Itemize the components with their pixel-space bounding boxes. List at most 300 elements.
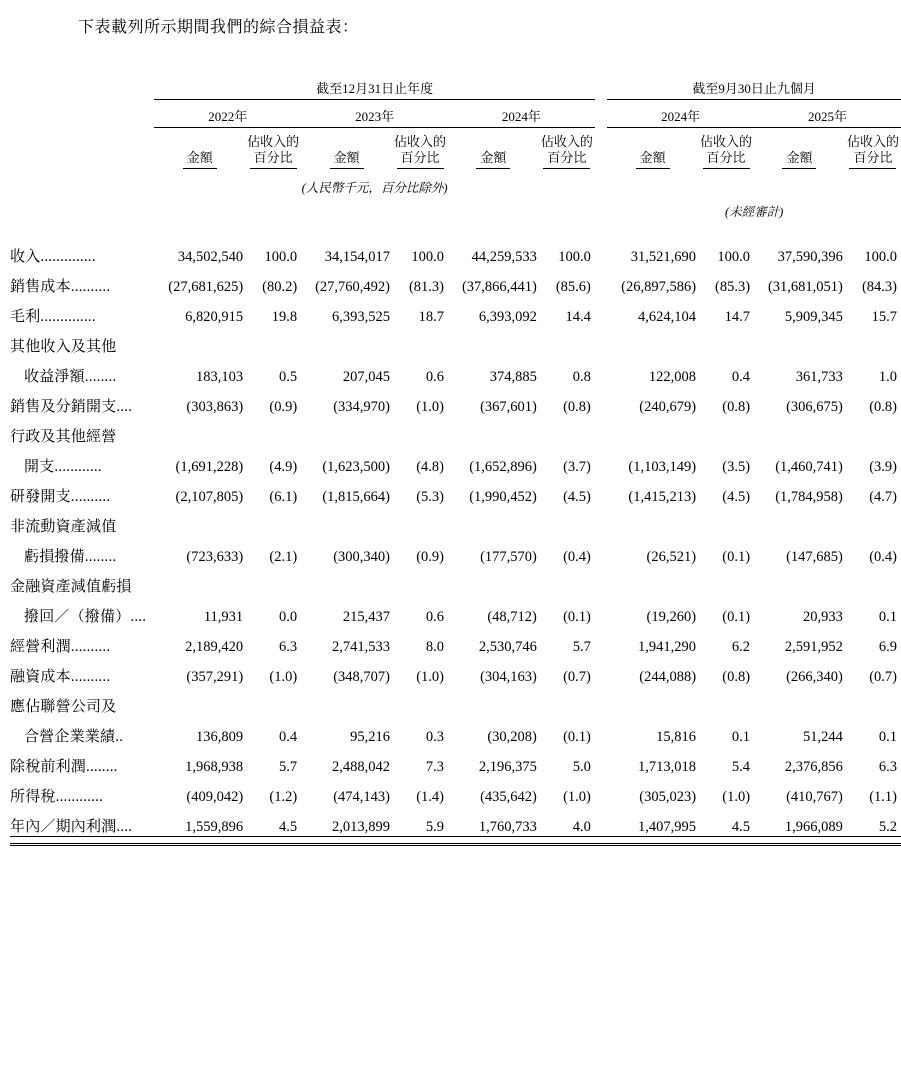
cell-amount: (27,681,625) [168,278,244,295]
cell-percent [539,416,595,446]
cell-amount: 31,521,690 [630,248,697,265]
column-header-percent-l1: 佔收入的 [700,134,753,149]
bottom-rule-cell [392,836,448,844]
column-gap [595,746,607,776]
cell-amount: 215,437 [342,608,391,625]
cell-percent [392,416,448,446]
cell-percent: 5.2 [845,806,901,837]
table-row [10,596,901,626]
cell-percent: 7.3 [425,758,445,775]
cell-amount: 1,559,896 [154,806,245,837]
table-row [10,566,901,596]
cell-percent: (0.1) [722,608,751,625]
cell-percent [539,506,595,536]
cell-amount: 37,590,396 [777,248,843,265]
bottom-rule-cell [154,836,245,844]
unaudited-gap [595,196,607,220]
bottom-rule-cell [448,836,539,844]
cell-amount [754,686,845,716]
cell-percent: (1.0) [722,788,751,805]
cell-percent: (85.3) [715,278,751,295]
cell-amount: (300,340) [333,548,391,565]
row-label: 銷售成本.......... [10,278,111,295]
cell-amount: 183,103 [196,368,244,385]
cell-amount: 11,931 [203,608,244,625]
column-header-percent-l1: 佔收入的 [394,134,447,149]
column-gap [595,326,607,356]
table-row [10,656,901,686]
row-label: 非流動資產減值 [10,518,117,535]
cell-amount: (474,143) [333,788,391,805]
column-header-percent-l1: 佔收入的 [247,134,300,149]
unit-note-gap [595,172,607,196]
table-row [10,626,901,656]
column-header-percent-l2: 百分比 [703,150,750,168]
cell-amount: 6,393,092 [478,308,537,325]
income-statement-table [10,78,901,846]
column-gap [595,536,607,566]
cell-percent: (0.1) [722,548,751,565]
cell-amount: (306,675) [786,398,843,415]
cell-amount: 2,591,952 [784,638,843,655]
cell-percent [845,506,901,536]
cell-amount: (266,340) [786,668,843,685]
row-label: 銷售及分銷開支.... [10,398,133,415]
cell-percent [698,506,754,536]
year-header-blank [10,106,154,128]
cell-percent [698,416,754,446]
column-header-percent [698,134,754,172]
cell-amount: (723,633) [186,548,244,565]
row-label: 合營企業業績.. [24,728,124,745]
cell-amount: (30,208) [487,728,537,745]
row-label: 虧損撥備........ [24,548,117,565]
cell-percent [392,506,448,536]
group-header-gap [595,78,607,100]
column-gap [595,716,607,746]
cell-amount: 15,816 [656,728,697,745]
cell-percent [392,686,448,716]
unaudited-note: (未經審計) [724,204,784,219]
column-header-amount [154,134,245,172]
cell-amount: (27,760,492) [315,278,391,295]
cell-percent: (1.0) [269,668,298,685]
cell-percent: (84.3) [861,278,897,295]
cell-amount [154,326,245,356]
cell-amount: 2,488,042 [332,758,391,775]
table-row [10,296,901,326]
cell-percent: 0.8 [572,368,591,385]
cell-percent: (1.0) [563,788,591,805]
unaudited-blank [10,196,154,220]
cell-percent: 19.8 [271,308,298,325]
column-header-percent [245,134,301,172]
cell-percent [245,416,301,446]
intro-paragraph: 下表載列所示期間我們的綜合損益表： [78,19,359,36]
bottom-rule-cell [698,836,754,844]
unaudited-note-row [10,196,901,220]
bottom-rule-blank [10,836,154,844]
row-label: 收益淨額........ [24,368,117,385]
cell-amount: 1,760,733 [448,806,539,837]
cell-percent: 100.0 [264,248,298,265]
cell-amount: (240,679) [639,398,697,415]
unit-note-row [10,172,901,196]
cell-percent: 100.0 [558,248,591,265]
cell-percent [698,566,754,596]
cell-amount [301,326,392,356]
cell-percent: (4.5) [563,488,591,505]
column-gap [595,506,607,536]
column-header-gap [595,134,607,172]
cell-amount: (19,260) [646,608,697,625]
cell-percent [539,686,595,716]
column-gap [595,776,607,806]
column-header-amount-text: 金額 [782,150,816,168]
cell-amount: (1,652,896) [469,458,537,475]
cell-percent: 100.0 [717,248,751,265]
cell-amount: 44,259,533 [471,248,537,265]
table-bottom-rule [10,836,901,844]
cell-percent: (0.4) [563,548,591,565]
cell-percent: (0.8) [563,398,591,415]
cell-amount: 34,154,017 [324,248,391,265]
row-label: 研發開支.......... [10,488,111,505]
cell-percent [539,566,595,596]
cell-amount: (1,460,741) [775,458,843,475]
cell-amount: 4,624,104 [638,308,697,325]
cell-percent: (0.8) [722,668,751,685]
column-gap [595,296,607,326]
cell-amount [448,686,539,716]
cell-amount: 1,968,938 [185,758,244,775]
row-label: 開支............ [24,458,102,475]
cell-amount: (37,866,441) [461,278,537,295]
cell-amount: (26,521) [646,548,697,565]
cell-amount [607,686,698,716]
table-row [10,746,901,776]
cell-amount: 20,933 [803,608,843,625]
cell-percent [392,326,448,356]
cell-amount [607,416,698,446]
cell-percent [845,686,901,716]
table-row [10,686,901,716]
cell-amount: 1,966,089 [754,806,845,837]
cell-percent: (0.7) [563,668,591,685]
cell-percent: 0.6 [425,368,445,385]
cell-amount [448,566,539,596]
group-header-blank [10,78,154,100]
cell-amount: 1,407,995 [607,806,698,837]
cell-percent: 0.0 [279,608,298,625]
cell-percent: (85.6) [555,278,591,295]
table-row [10,416,901,446]
cell-percent: 5.0 [572,758,591,775]
column-header-amount-text: 金額 [330,150,364,168]
cell-amount: 2,376,856 [784,758,843,775]
cell-amount [154,686,245,716]
cell-amount [607,506,698,536]
column-header-percent-l1: 佔收入的 [540,134,593,149]
cell-amount: (409,042) [186,788,244,805]
cell-amount [301,506,392,536]
cell-percent [245,686,301,716]
year-header-gap [595,106,607,128]
cell-percent: 15.7 [871,308,897,325]
cell-amount: 95,216 [350,728,391,745]
column-gap [595,596,607,626]
table-row [10,356,901,386]
bottom-rule-cell [845,836,901,844]
unaudited-blank-left [154,196,595,220]
group-header-annual: 截至12月31日止年度 [154,78,595,100]
cell-amount [301,566,392,596]
cell-amount [154,566,245,596]
column-gap [595,626,607,656]
column-gap [595,386,607,416]
row-label: 毛利.............. [10,308,96,325]
cell-amount: 2,196,375 [478,758,537,775]
cell-amount: (435,642) [480,788,537,805]
cell-percent [845,326,901,356]
bottom-rule-cell [754,836,845,844]
cell-percent: (3.5) [722,458,751,475]
cell-amount: (1,415,213) [628,488,697,505]
year-header-2024-annual: 2024年 [448,106,595,128]
cell-amount [607,566,698,596]
cell-percent: (5.3) [416,488,445,505]
cell-percent: (4.7) [869,488,897,505]
row-label: 經營利潤.......... [10,638,111,655]
cell-percent: 0.4 [731,368,751,385]
cell-amount: (367,601) [480,398,537,415]
cell-percent [698,686,754,716]
column-header-percent-l1: 佔收入的 [846,134,899,149]
column-gap [595,806,607,837]
cell-percent [392,566,448,596]
cell-percent: 5.4 [731,758,751,775]
table-row [10,446,901,476]
cell-percent [245,566,301,596]
cell-amount: (305,023) [639,788,697,805]
cell-amount [754,566,845,596]
column-header-percent-l2: 百分比 [397,150,444,168]
cell-percent [245,326,301,356]
cell-amount: 361,733 [795,368,843,385]
bottom-rule-cell [595,836,607,844]
cell-percent: (3.9) [869,458,897,475]
cell-amount: (1,815,664) [322,488,391,505]
cell-percent: 8.0 [425,638,445,655]
cell-percent: (1.4) [416,788,445,805]
cell-amount: 122,008 [648,368,697,385]
cell-percent: (1.0) [416,398,445,415]
column-header-percent-l2: 百分比 [849,150,896,168]
cell-amount [754,506,845,536]
cell-amount: (334,970) [333,398,391,415]
cell-amount [607,326,698,356]
cell-amount: 374,885 [489,368,537,385]
bottom-rule-cell [301,836,392,844]
cell-percent: 6.9 [878,638,897,655]
cell-amount [154,506,245,536]
cell-percent: 0.3 [425,728,445,745]
cell-amount [754,416,845,446]
cell-amount: (48,712) [487,608,537,625]
table-row [10,806,901,837]
cell-percent: 6.2 [731,638,751,655]
cell-amount: 34,502,540 [177,248,244,265]
column-header-amount-text: 金額 [476,150,510,168]
column-gap [595,236,607,266]
cell-amount: (1,623,500) [322,458,391,475]
cell-amount: 2,189,420 [185,638,244,655]
bottom-rule-cell [245,836,301,844]
row-label: 除稅前利潤........ [10,758,118,775]
column-header-percent-l2: 百分比 [250,150,297,168]
cell-amount: (1,691,228) [175,458,244,475]
cell-percent: 4.5 [698,806,754,837]
cell-amount: (147,685) [786,548,843,565]
column-header-percent [845,134,901,172]
cell-percent [845,416,901,446]
cell-amount: 2,741,533 [332,638,391,655]
group-header-row [10,78,901,100]
row-label: 其他收入及其他 [10,338,117,355]
table-row [10,716,901,746]
cell-amount: (303,863) [186,398,244,415]
cell-percent: 100.0 [864,248,897,265]
column-gap [595,566,607,596]
cell-amount: (1,103,149) [628,458,697,475]
row-label: 收入.............. [10,248,96,265]
cell-percent: (0.4) [869,548,897,565]
cell-amount [448,506,539,536]
cell-amount: (304,163) [480,668,537,685]
spacer-cell [10,220,901,236]
cell-amount: 6,393,525 [332,308,391,325]
row-label: 應佔聯營公司及 [10,698,117,715]
cell-amount [754,326,845,356]
cell-amount: 2,530,746 [478,638,537,655]
year-header-2023: 2023年 [301,106,448,128]
table-row [10,536,901,566]
cell-amount: (410,767) [786,788,843,805]
row-label: 金融資產減值虧損 [10,578,132,595]
table-row [10,386,901,416]
cell-percent: 4.5 [245,806,301,837]
cell-amount [448,416,539,446]
cell-amount: (31,681,051) [767,278,843,295]
cell-percent: 14.7 [724,308,751,325]
column-gap [595,416,607,446]
table-row [10,476,901,506]
cell-percent: 14.4 [565,308,591,325]
cell-percent: (1.1) [869,788,897,805]
cell-amount: 207,045 [342,368,391,385]
cell-percent: 0.1 [731,728,751,745]
table-row [10,236,901,266]
cell-percent: 0.1 [878,608,897,625]
cell-percent: (0.8) [722,398,751,415]
cell-amount: (244,088) [639,668,697,685]
cell-percent: 0.4 [279,728,298,745]
cell-amount: 1,713,018 [638,758,697,775]
column-gap [595,656,607,686]
column-header-amount-text: 金額 [636,150,670,168]
cell-percent: 0.5 [279,368,298,385]
unit-note-blank-right [607,172,901,196]
cell-amount [154,416,245,446]
cell-percent: (0.1) [563,728,591,745]
cell-amount: 6,820,915 [185,308,244,325]
cell-amount [301,686,392,716]
column-header-percent [392,134,448,172]
column-header-row [10,134,901,172]
cell-percent [698,326,754,356]
cell-percent: 100.0 [411,248,445,265]
table-row [10,266,901,296]
unit-note: (人民幣千元，百分比除外) [301,180,448,195]
cell-amount: (348,707) [333,668,391,685]
cell-percent: (4.9) [269,458,298,475]
row-label: 行政及其他經營 [10,428,117,445]
cell-percent: (0.8) [869,398,897,415]
cell-percent: (1.0) [416,668,445,685]
table-row [10,776,901,806]
cell-percent [539,326,595,356]
row-label: 融資成本.......... [10,668,111,685]
table-body [10,236,901,845]
cell-percent: 6.3 [279,638,298,655]
cell-percent: 4.0 [539,806,595,837]
cell-percent: (0.9) [269,398,298,415]
column-header-blank [10,134,154,172]
cell-percent [845,566,901,596]
cell-amount [448,326,539,356]
column-gap [595,446,607,476]
cell-amount: (357,291) [186,668,244,685]
cell-percent: 18.7 [418,308,445,325]
column-header-amount [754,134,845,172]
cell-amount: 5,909,345 [784,308,843,325]
cell-percent: (80.2) [262,278,298,295]
cell-amount: (1,784,958) [775,488,843,505]
cell-percent: 1.0 [878,368,897,385]
cell-amount: (177,570) [480,548,537,565]
cell-percent: (0.9) [416,548,445,565]
cell-percent: (2.1) [269,548,298,565]
column-gap [595,266,607,296]
row-label: 撥回／（撥備）.... [24,608,147,625]
column-gap [595,476,607,506]
cell-percent: (4.8) [416,458,445,475]
cell-percent: 5.7 [572,638,591,655]
year-header-2024-nine-months: 2024年 [607,106,754,128]
bottom-rule-cell [607,836,698,844]
table-row [10,506,901,536]
row-label: 年內／期內利潤.... [10,806,154,837]
year-header-row [10,106,901,128]
cell-percent: 6.3 [878,758,897,775]
column-header-amount [607,134,698,172]
cell-percent: (81.3) [408,278,445,295]
cell-percent: (4.5) [722,488,751,505]
cell-percent: 5.7 [279,758,298,775]
column-header-percent [539,134,595,172]
column-gap [595,686,607,716]
body-spacer-row [10,220,901,236]
